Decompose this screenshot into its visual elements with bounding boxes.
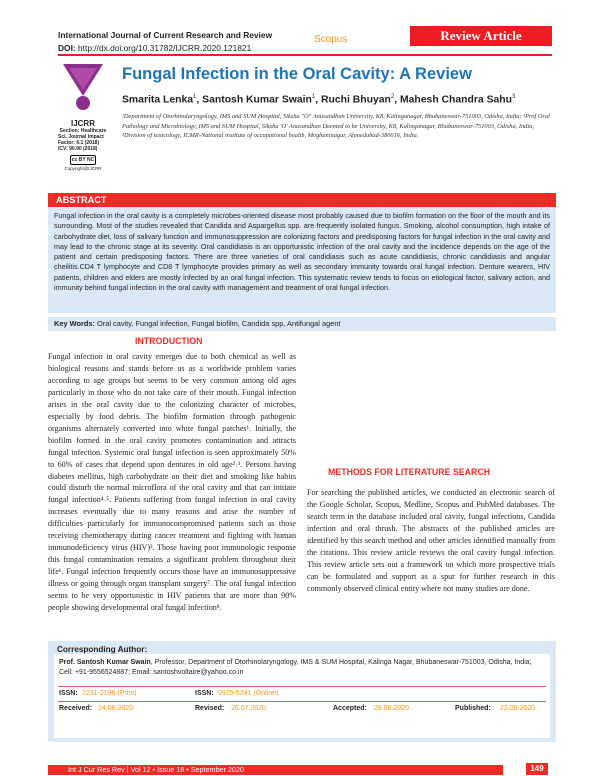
doi-link[interactable]: http://dx.doi.org/10.31782/IJCRR.2020.121821 [78, 43, 252, 53]
footer-citation: Int J Cur Res Rev | Vol 12 • Issue 18 • September 2020 [48, 765, 503, 775]
author-name: Mahesh Chandra Sahu [399, 94, 512, 106]
author-name: Smarita Lenka [122, 94, 194, 106]
corresponding-name: Prof. Santosh Kumar Swain [59, 659, 151, 666]
introduction-heading: INTRODUCTION [135, 336, 203, 346]
issn-online: 0975-5241 (Online) [218, 690, 279, 697]
doi [58, 43, 251, 53]
article-type-badge: Review Article [410, 26, 552, 46]
doi-label: DOI: [58, 43, 76, 53]
methods-text: For searching the published articles, we conducted an electronic search of the Google Scholar, Scopus, Medline, Scopus and PubMed databases. The search term in the database included oral cavity, fungal infections, Candida infection and oral thrush. The abstracts of the published articles are identified by this search method and other articles identified manually from the citations. This review article reviews the oral cavity fungal infection. This review article sets out a framework on which more prospective trials can be formulated and support as a spur for further research in this commonly observed clinical entity where not many studies are done. [307, 488, 555, 593]
logo-section: Section: Healthcare [59, 128, 107, 134]
ijcrr-logo-icon [61, 62, 105, 112]
accepted-label: Accepted: [333, 705, 367, 712]
received-label: Received: [59, 705, 93, 712]
article-title: Fungal Infection in the Oral Cavity: A Review [122, 65, 472, 83]
page-number: 149 [526, 763, 548, 775]
keywords [48, 317, 556, 331]
logo-name: IJCRR [70, 119, 95, 128]
received-date: 24.06.2020 [98, 705, 134, 712]
scopus-label: Scopus [314, 34, 348, 45]
author-name: Santosh Kumar Swain [202, 94, 312, 106]
methods-heading: METHODS FOR LITERATURE SEARCH [328, 467, 491, 477]
issn-print: 2231-2196 (Print) [82, 690, 137, 697]
keywords-label: Key Words: [54, 319, 95, 328]
corresponding-divider [58, 686, 546, 687]
logo-impact-factor: Sci. Journal Impact Factor: 6.1 (2018) [58, 134, 104, 146]
cc-license-icon: cc BY NC [71, 157, 95, 163]
author-sep: , [394, 94, 400, 106]
author-sep: , [315, 94, 321, 106]
affiliations: ¹Department of Otorhinolaryngology, IMS and SUM Hospital, Siksha "O" Anusandhan University, K8, Kalinganagar, Bhubaneswar-751003, Odisha, India; ²Prof Oral Pathology and Microbiology, IMS and SUM Hospital, Siksha 'O' Anusandhan Deemed to be University, K8, Kalinganagar, Bhubaneswar-751003, Odisha, India; ³Division of toxicology, ICMR-National institute of occupational health, Meghaninagar, Ahmedabad-380016, India. [122, 113, 550, 140]
revised-date: 26.07.2020 [231, 705, 267, 712]
logo-icv: ICV: 90.90 (2018) [58, 146, 98, 152]
issn-online-label: ISSN: [195, 690, 214, 697]
corresponding-heading: Corresponding Author: [57, 645, 148, 654]
accepted-date: 28.08.2020 [374, 705, 410, 712]
introduction-text: Fungal infection in oral cavity emerges due to both chemical as well as biological reasons and stands before us as a worldwide problem varies according to age groups but seems to be very common among old ages particularly in those who do not take care of their mouth. Fungal infection arises in the oral cavity due to the colonizing character of microbes, especially by food debris. The biofilm formation through pathogenic organisms alternately converted into white fungal patches¹. Initially, the biofilm formed in the oral cavity promotes contamination and attracts fungal infection. Systemic oral fungal infection is seen approximately 50% to 60% of cases that depend upon dentures in old age²˒³. Persons having diabetes mellitus, high carbohydrate on their diet and smoking like habits could disturb the normal microflora of the oral cavity and that can initiate fungal infection⁴˒⁵. Patients suffering from fungal infection in oral cavity increases eventually due to many reasons and arise the number of difficulties particularly for immunocompromised patients such as those receiving chemotherapy during cancer treatment and fighting with human immunodeficiency virus (HIV)². Those having poor immunologic response this fungal contamination remains a significant problem throughout their life⁶. Fungal infection frequently occurs those have an immunosuppressive illness or going through organ transplant surgery⁷. The oral fungal infection seems to be very opportunistic in HIV patients that are more than 90% people showing developmental oral fungal infection⁸. [48, 352, 296, 613]
author-sup: 2 [390, 94, 395, 100]
author-sup: 1 [193, 94, 197, 100]
abstract-heading: ABSTRACT [48, 193, 556, 207]
author-sup: 1 [311, 94, 316, 100]
author-sep: , [196, 94, 203, 106]
author-list [122, 94, 515, 105]
author-sup: 3 [512, 94, 516, 100]
header-divider [58, 54, 552, 56]
corresponding-detail: , Professor, Department of Otorhinolaryngology, IMS & SUM Hospital, Kalinga Nagar, Bhubaneswar-751003, Odisha, India; Cell: +91-9556524887; Email: santoshvoltaire@yahoo.co.in [59, 659, 532, 677]
journal-name: International Journal of Current Research and Review [58, 30, 273, 40]
author-name: Ruchi Bhuyan [321, 94, 391, 106]
issn-print-label: ISSN: [59, 690, 78, 697]
revised-label: Revised: [195, 705, 225, 712]
published-label: Published: [455, 705, 491, 712]
corresponding-details [59, 658, 545, 679]
abstract-text: Fungal infection in the oral cavity is a completely microbes-oriented disease most probably caused due to biofilm formation on the floor of the mouth and its surrounding. Most of the studies revealed that Candida and Aspargellus spp. are frequently isolated fungus. Smoking, alcohol consumption, high intake of carbohydrate diet, loss of salivary function and immunosuppression are colonizing factors and predisposing factors for fungal infection in the oral cavity and may lead to the chronic stage at its severity. Oral candidiasis is an opportunistic infection of the oral cavity and the incidence depends on the age of the patient and certain predisposing factors. There are three varieties of oral candidiasis such as acute candidiasis, chronic candidiasis and angular cheilitis.CD4 T lymphocyte and CD8 T lymphocyte provides primary as well as secondary immunity towards oral fungal infection. Denture wearers, HIV patients, children and elders are mostly infected by an oral fungal infection. This systematic review tends to focus on etiological factor, salivary action, and immunity behind fungal infection in the oral cavity with management and treatment of oral fungal infection. [54, 211, 550, 293]
keywords-text: Oral cavity, Fungal infection, Fungal biofilm, Candida spp, Antifungal agent [97, 319, 341, 328]
corresponding-divider [58, 701, 546, 702]
published-date: 22.09.2020 [500, 705, 536, 712]
journal-logo [54, 62, 112, 171]
logo-copyright: Copyright@IJCRR [64, 166, 102, 171]
